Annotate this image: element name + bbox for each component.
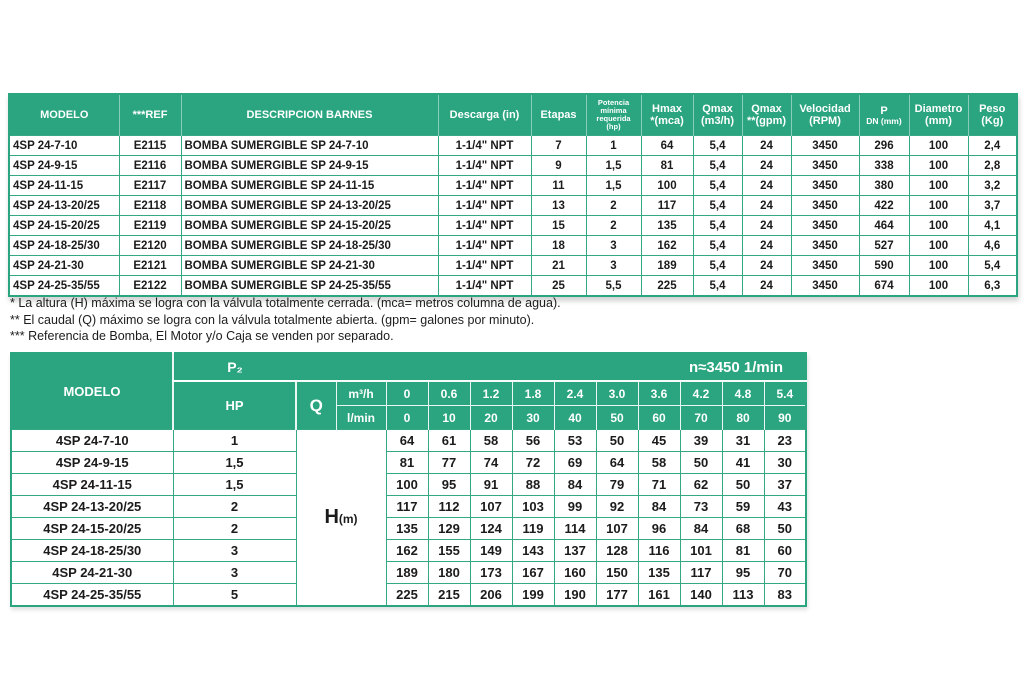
head-value-cell: 77 <box>428 452 470 474</box>
spec-cell: E2116 <box>119 156 181 176</box>
spec-cell: E2122 <box>119 276 181 297</box>
spec-cell: 3450 <box>791 256 859 276</box>
spec-cell: 18 <box>531 236 586 256</box>
spec-cell: 4SP 24-15-20/25 <box>9 216 119 236</box>
spec-cell: 100 <box>909 196 968 216</box>
spec-cell: 1-1/4" NPT <box>438 176 531 196</box>
head-value-cell: 129 <box>428 518 470 540</box>
head-value-cell: 161 <box>638 584 680 607</box>
flow-value-header: 30 <box>512 406 554 430</box>
flow-value-header: 4.2 <box>680 381 722 406</box>
spec-cell: 24 <box>742 256 791 276</box>
hp-cell: 3 <box>173 562 296 584</box>
performance-row <box>11 496 806 518</box>
spec-cell: 15 <box>531 216 586 236</box>
spec-cell: 1 <box>586 136 641 156</box>
spec-cell: 1-1/4" NPT <box>438 236 531 256</box>
spec-cell: 3 <box>586 236 641 256</box>
head-value-cell: 83 <box>764 584 806 607</box>
flow-value-header: 5.4 <box>764 381 806 406</box>
spec-cell: 117 <box>641 196 693 216</box>
flow-value-header: 0 <box>386 406 428 430</box>
spec-cell: 1-1/4" NPT <box>438 196 531 216</box>
head-value-cell: 150 <box>596 562 638 584</box>
spec-cell: 64 <box>641 136 693 156</box>
spec-cell: 11 <box>531 176 586 196</box>
spec-cell: 422 <box>859 196 909 216</box>
head-value-cell: 56 <box>512 430 554 452</box>
flow-value-header: 3.0 <box>596 381 638 406</box>
spec-cell: 4SP 24-25-35/55 <box>9 276 119 297</box>
flow-value-header: 0 <box>386 381 428 406</box>
performance-row <box>11 474 806 496</box>
head-value-cell: 155 <box>428 540 470 562</box>
spec-cell: 225 <box>641 276 693 297</box>
spec-column-header: Hmax *(mca) <box>641 94 693 136</box>
spec-cell: 189 <box>641 256 693 276</box>
head-value-cell: 50 <box>680 452 722 474</box>
flow-value-header: 3.6 <box>638 381 680 406</box>
unit-lmin-label: l/min <box>336 406 386 430</box>
flow-value-header: 60 <box>638 406 680 430</box>
spec-cell: 2 <box>586 216 641 236</box>
head-value-cell: 149 <box>470 540 512 562</box>
footnote-ref: *** Referencia de Bomba, El Motor y/o Caja se venden por separado. <box>10 329 394 343</box>
flow-value-header: 80 <box>722 406 764 430</box>
model-cell: 4SP 24-11-15 <box>11 474 173 496</box>
flow-value-header: 1.8 <box>512 381 554 406</box>
spec-column-header: DESCRIPCION BARNES <box>181 94 438 136</box>
performance-row <box>11 452 806 474</box>
head-value-cell: 62 <box>680 474 722 496</box>
spec-cell: 464 <box>859 216 909 236</box>
head-value-cell: 162 <box>386 540 428 562</box>
head-value-cell: 190 <box>554 584 596 607</box>
head-value-cell: 167 <box>512 562 554 584</box>
performance-table <box>10 352 807 607</box>
spec-column-header: Peso (Kg) <box>968 94 1017 136</box>
hp-cell: 3 <box>173 540 296 562</box>
spec-cell: 100 <box>909 256 968 276</box>
spec-column-header: Etapas <box>531 94 586 136</box>
head-value-cell: 124 <box>470 518 512 540</box>
performance-row <box>11 584 806 607</box>
flow-value-header: 2.4 <box>554 381 596 406</box>
spec-cell: 9 <box>531 156 586 176</box>
spec-cell: 5,4 <box>693 136 742 156</box>
pump-spec-table-header <box>9 94 1017 136</box>
spec-cell: 3450 <box>791 276 859 297</box>
head-value-cell: 81 <box>386 452 428 474</box>
spec-column-header: Potencia mínima requerida (hp) <box>586 94 641 136</box>
head-value-cell: 113 <box>722 584 764 607</box>
performance-table-body <box>11 430 806 607</box>
head-value-cell: 68 <box>722 518 764 540</box>
spec-cell: BOMBA SUMERGIBLE SP 24-13-20/25 <box>181 196 438 216</box>
head-value-cell: 59 <box>722 496 764 518</box>
spec-row <box>9 256 1017 276</box>
head-value-cell: 112 <box>428 496 470 518</box>
spec-cell: 5,4 <box>968 256 1017 276</box>
performance-row <box>11 540 806 562</box>
spec-row <box>9 156 1017 176</box>
spec-cell: BOMBA SUMERGIBLE SP 24-25-35/55 <box>181 276 438 297</box>
spec-cell: BOMBA SUMERGIBLE SP 24-9-15 <box>181 156 438 176</box>
spec-cell: 5,4 <box>693 156 742 176</box>
spec-cell: BOMBA SUMERGIBLE SP 24-11-15 <box>181 176 438 196</box>
flow-value-header: 4.8 <box>722 381 764 406</box>
head-value-cell: 53 <box>554 430 596 452</box>
p2-header: P₂ <box>173 353 296 381</box>
head-value-cell: 64 <box>596 452 638 474</box>
head-value-cell: 206 <box>470 584 512 607</box>
spec-cell: 24 <box>742 276 791 297</box>
head-value-cell: 30 <box>764 452 806 474</box>
head-value-cell: 128 <box>596 540 638 562</box>
spec-column-header: Diametro (mm) <box>909 94 968 136</box>
model-cell: 4SP 24-15-20/25 <box>11 518 173 540</box>
performance-table-header <box>11 353 806 430</box>
head-value-cell: 84 <box>638 496 680 518</box>
q-header: Q <box>296 381 336 430</box>
spec-cell: 4SP 24-9-15 <box>9 156 119 176</box>
spec-cell: 1-1/4" NPT <box>438 256 531 276</box>
spec-cell: 81 <box>641 156 693 176</box>
spec-cell: E2120 <box>119 236 181 256</box>
spec-cell: 5,4 <box>693 276 742 297</box>
head-value-cell: 60 <box>764 540 806 562</box>
spec-row <box>9 136 1017 156</box>
spec-column-header: Descarga (in) <box>438 94 531 136</box>
spec-cell: 5,4 <box>693 256 742 276</box>
spec-cell: BOMBA SUMERGIBLE SP 24-7-10 <box>181 136 438 156</box>
spec-cell: 3450 <box>791 196 859 216</box>
spec-cell: 100 <box>909 136 968 156</box>
model-cell: 4SP 24-25-35/55 <box>11 584 173 607</box>
hp-cell: 2 <box>173 518 296 540</box>
spec-cell: BOMBA SUMERGIBLE SP 24-18-25/30 <box>181 236 438 256</box>
performance-row <box>11 562 806 584</box>
head-value-cell: 101 <box>680 540 722 562</box>
head-value-cell: 70 <box>764 562 806 584</box>
spec-cell: 5,5 <box>586 276 641 297</box>
head-value-cell: 135 <box>638 562 680 584</box>
head-value-cell: 71 <box>638 474 680 496</box>
head-value-cell: 50 <box>722 474 764 496</box>
head-value-cell: 117 <box>386 496 428 518</box>
spec-cell: 4,6 <box>968 236 1017 256</box>
speed-label: n≈3450 1/min <box>386 353 806 381</box>
head-value-cell: 180 <box>428 562 470 584</box>
spec-cell: E2121 <box>119 256 181 276</box>
hp-cell: 1,5 <box>173 474 296 496</box>
head-value-cell: 114 <box>554 518 596 540</box>
spec-cell: E2115 <box>119 136 181 156</box>
head-value-cell: 199 <box>512 584 554 607</box>
footnote-hmax: * La altura (H) máxima se logra con la válvula totalmente cerrada. (mca= metros columna de agua). <box>10 296 561 310</box>
head-value-cell: 61 <box>428 430 470 452</box>
head-value-cell: 100 <box>386 474 428 496</box>
spec-cell: 100 <box>909 216 968 236</box>
spec-header-row <box>9 94 1017 136</box>
h-label: H <box>324 506 339 528</box>
spec-cell: BOMBA SUMERGIBLE SP 24-15-20/25 <box>181 216 438 236</box>
header-row-top <box>11 353 806 381</box>
spec-cell: 5,4 <box>693 176 742 196</box>
head-value-cell: 117 <box>680 562 722 584</box>
spec-cell: E2119 <box>119 216 181 236</box>
spec-cell: 25 <box>531 276 586 297</box>
head-value-cell: 58 <box>638 452 680 474</box>
head-value-cell: 45 <box>638 430 680 452</box>
hp-cell: 5 <box>173 584 296 607</box>
spec-cell: 4SP 24-13-20/25 <box>9 196 119 216</box>
head-value-cell: 39 <box>680 430 722 452</box>
head-value-cell: 189 <box>386 562 428 584</box>
performance-row <box>11 518 806 540</box>
head-value-cell: 177 <box>596 584 638 607</box>
spec-cell: 162 <box>641 236 693 256</box>
modelo-column-header: MODELO <box>11 353 173 430</box>
spec-cell: 24 <box>742 156 791 176</box>
spec-cell: 3,7 <box>968 196 1017 216</box>
head-value-cell: 91 <box>470 474 512 496</box>
model-cell: 4SP 24-7-10 <box>11 430 173 452</box>
q-header-spacer <box>296 353 386 381</box>
spec-cell: 1-1/4" NPT <box>438 156 531 176</box>
spec-cell: 100 <box>909 236 968 256</box>
spec-cell: 100 <box>641 176 693 196</box>
spec-cell: 4SP 24-21-30 <box>9 256 119 276</box>
spec-column-header: MODELO <box>9 94 119 136</box>
spec-cell: 24 <box>742 216 791 236</box>
flow-value-header: 90 <box>764 406 806 430</box>
spec-cell: 2 <box>586 196 641 216</box>
flow-value-header: 10 <box>428 406 470 430</box>
spec-cell: 3 <box>586 256 641 276</box>
head-value-cell: 84 <box>554 474 596 496</box>
spec-cell: 4SP 24-18-25/30 <box>9 236 119 256</box>
head-value-cell: 41 <box>722 452 764 474</box>
head-value-cell: 107 <box>470 496 512 518</box>
spec-cell: 2,8 <box>968 156 1017 176</box>
spec-cell: 3450 <box>791 156 859 176</box>
spec-cell: 24 <box>742 196 791 216</box>
head-value-cell: 135 <box>386 518 428 540</box>
spec-cell: 100 <box>909 176 968 196</box>
head-value-cell: 140 <box>680 584 722 607</box>
pump-spec-table-body <box>9 136 1017 297</box>
spec-cell: 338 <box>859 156 909 176</box>
spec-row <box>9 216 1017 236</box>
spec-cell: 296 <box>859 136 909 156</box>
head-value-cell: 99 <box>554 496 596 518</box>
spec-column-header: Qmax (m3/h) <box>693 94 742 136</box>
h-label-sub: (m) <box>338 512 358 526</box>
head-value-cell: 58 <box>470 430 512 452</box>
head-value-cell: 37 <box>764 474 806 496</box>
model-cell: 4SP 24-21-30 <box>11 562 173 584</box>
spec-cell: 590 <box>859 256 909 276</box>
head-value-cell: 88 <box>512 474 554 496</box>
performance-row <box>11 430 806 452</box>
spec-cell: 3450 <box>791 236 859 256</box>
spec-column-header: Velocidad (RPM) <box>791 94 859 136</box>
head-value-cell: 31 <box>722 430 764 452</box>
spec-cell: 1,5 <box>586 176 641 196</box>
spec-row <box>9 176 1017 196</box>
spec-cell: 1-1/4" NPT <box>438 136 531 156</box>
spec-cell: 100 <box>909 156 968 176</box>
hp-cell: 2 <box>173 496 296 518</box>
model-cell: 4SP 24-18-25/30 <box>11 540 173 562</box>
head-value-cell: 96 <box>638 518 680 540</box>
spec-cell: 100 <box>909 276 968 297</box>
pump-spec-table <box>8 93 1018 297</box>
head-value-cell: 92 <box>596 496 638 518</box>
spec-cell: E2118 <box>119 196 181 216</box>
head-value-cell: 64 <box>386 430 428 452</box>
spec-cell: 674 <box>859 276 909 297</box>
head-value-cell: 72 <box>512 452 554 474</box>
head-value-cell: 74 <box>470 452 512 474</box>
head-value-cell: 119 <box>512 518 554 540</box>
head-value-cell: 84 <box>680 518 722 540</box>
spec-cell: 5,4 <box>693 196 742 216</box>
spec-cell: 5,4 <box>693 216 742 236</box>
spec-cell: 2,4 <box>968 136 1017 156</box>
spec-cell: BOMBA SUMERGIBLE SP 24-21-30 <box>181 256 438 276</box>
head-value-cell: 81 <box>722 540 764 562</box>
model-cell: 4SP 24-9-15 <box>11 452 173 474</box>
head-value-cell: 107 <box>596 518 638 540</box>
spec-cell: 3,2 <box>968 176 1017 196</box>
unit-m3h-label: m³/h <box>336 381 386 406</box>
head-value-cell: 69 <box>554 452 596 474</box>
hp-cell: 1 <box>173 430 296 452</box>
spec-cell: 5,4 <box>693 236 742 256</box>
flow-value-header: 20 <box>470 406 512 430</box>
spec-cell: 527 <box>859 236 909 256</box>
spec-cell: 6,3 <box>968 276 1017 297</box>
head-value-cell: 50 <box>596 430 638 452</box>
head-value-cell: 215 <box>428 584 470 607</box>
head-value-cell: 173 <box>470 562 512 584</box>
spec-cell: 4SP 24-11-15 <box>9 176 119 196</box>
spec-cell: 24 <box>742 236 791 256</box>
hp-header: HP <box>173 381 296 430</box>
spec-row <box>9 236 1017 256</box>
spec-row <box>9 196 1017 216</box>
head-value-cell: 116 <box>638 540 680 562</box>
model-cell: 4SP 24-13-20/25 <box>11 496 173 518</box>
spec-column-header: Qmax **(gpm) <box>742 94 791 136</box>
head-value-cell: 143 <box>512 540 554 562</box>
spec-cell: 24 <box>742 176 791 196</box>
head-value-cell: 95 <box>428 474 470 496</box>
spec-cell: 24 <box>742 136 791 156</box>
spec-cell: 3450 <box>791 176 859 196</box>
spec-cell: 380 <box>859 176 909 196</box>
flow-value-header: 70 <box>680 406 722 430</box>
head-value-cell: 23 <box>764 430 806 452</box>
spec-cell: 3450 <box>791 216 859 236</box>
flow-value-header: 1.2 <box>470 381 512 406</box>
head-value-cell: 43 <box>764 496 806 518</box>
hp-cell: 1,5 <box>173 452 296 474</box>
spec-column-header: P DN (mm) <box>859 94 909 136</box>
head-value-cell: 103 <box>512 496 554 518</box>
spec-cell: 3450 <box>791 136 859 156</box>
spec-cell: 1-1/4" NPT <box>438 276 531 297</box>
spec-column-header: ***REF <box>119 94 181 136</box>
spec-cell: 7 <box>531 136 586 156</box>
footnotes <box>10 295 561 345</box>
flow-value-header: 40 <box>554 406 596 430</box>
spec-cell: 4SP 24-7-10 <box>9 136 119 156</box>
spec-cell: 4,1 <box>968 216 1017 236</box>
head-value-cell: 95 <box>722 562 764 584</box>
head-value-cell: 137 <box>554 540 596 562</box>
spec-cell: 135 <box>641 216 693 236</box>
spec-row <box>9 276 1017 297</box>
footnote-qmax: ** El caudal (Q) máximo se logra con la válvula totalmente abierta. (gpm= galones por minuto). <box>10 312 535 327</box>
head-value-cell: 50 <box>764 518 806 540</box>
spec-cell: E2117 <box>119 176 181 196</box>
head-value-cell: 225 <box>386 584 428 607</box>
head-value-cell: 79 <box>596 474 638 496</box>
spec-cell: 21 <box>531 256 586 276</box>
flow-value-header: 50 <box>596 406 638 430</box>
spec-cell: 1-1/4" NPT <box>438 216 531 236</box>
flow-value-header: 0.6 <box>428 381 470 406</box>
head-value-cell: 73 <box>680 496 722 518</box>
spec-cell: 13 <box>531 196 586 216</box>
head-value-cell: 160 <box>554 562 596 584</box>
spec-cell: 1,5 <box>586 156 641 176</box>
head-meters-label <box>296 430 386 607</box>
